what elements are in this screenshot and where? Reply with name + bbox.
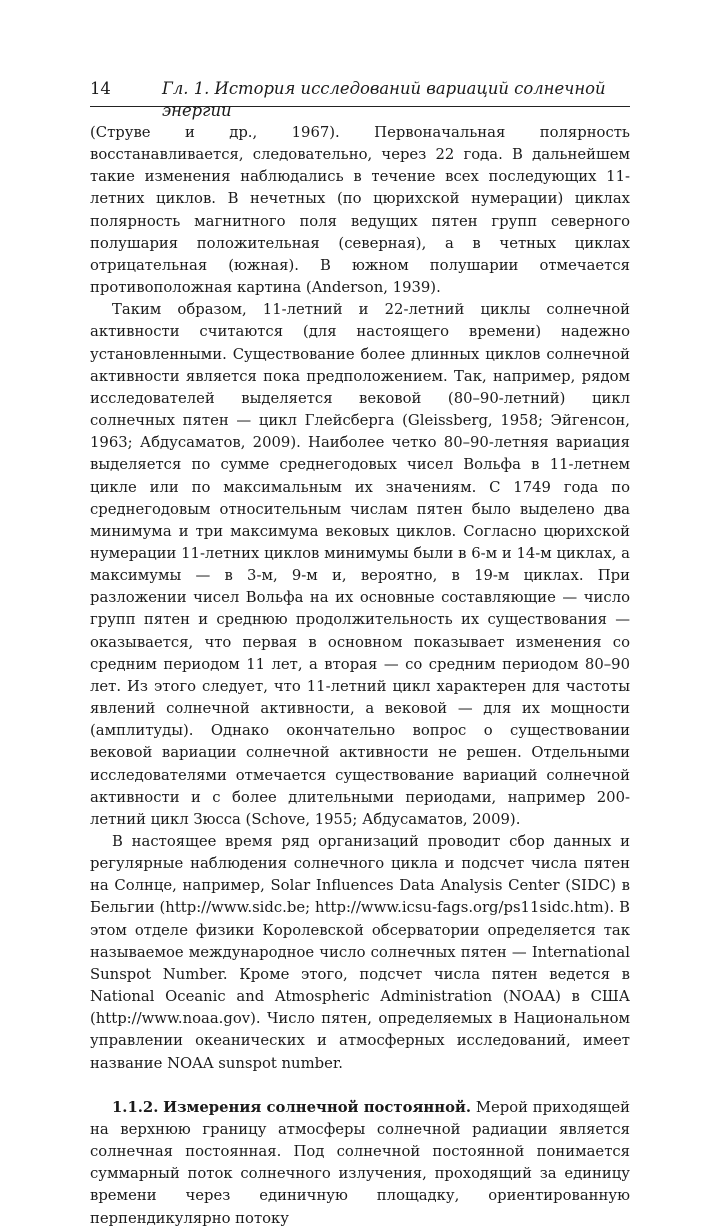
section-number: 1.1.2. (112, 1098, 159, 1116)
paragraph-3: В настоящее время ряд организаций проводит сбор данных и регулярные наблюдения солнечного цикла и подсчет числа пятен на Солнце, например, Solar Influences Data Analysis Center (SIDC) в Бельгии (http://www.sidc.be; http://www.icsu-fags.org/ps11sidc.htm). В этом отделе физики Королевской обсерватории определяется так называемое международное число солнечных пятен — International Sunspot Number. Кроме этого, подсчет числа пятен ведется в National Oceanic and Atmospheric Administration (NOAA) в США (http://www.noaa.gov). Число пятен, определяемых в Национальном управлении океанических и атмосферных исследований, имеет название NOAA sunspot number. (90, 833, 630, 1072)
section-text: Мерой приходящей на верхнюю границу атмосферы солнечной радиации является солнечная постоянная. Под солнечной постоянной понимается суммарный поток солнечного излучения, проходящий за единицу времени через единичную площадку, ориентированную перпендикулярно потоку (90, 1098, 630, 1227)
body-text (90, 122, 630, 1230)
running-title: Гл. 1. История исследований вариаций солнечной энергии (162, 79, 606, 120)
paragraph-2: Таким образом, 11-летний и 22-летний циклы солнечной активности считаются (для настоящего времени) надежно установленными. Существование более длинных циклов солнечной активности является пока предположением. Так, например, рядом исследователей выделяется вековой (80–90-летний) цикл солнечных пятен — цикл Глейсберга (Gleissberg, 1958; Эйгенсон, 1963; Абдусаматов, 2009). Наиболее четко 80–90-летняя вариация выделяется по сумме среднегодовых чисел Вольфа в 11-летнем цикле или по максимальным их значениям. С 1749 года по среднегодовым относительным числам пятен было выделено два минимума и три максимума вековых циклов. Согласно цюрихской нумерации 11-летних циклов минимумы были в 6-м и 14-м циклах, а максимумы — в 3-м, 9-м и, вероятно, в 19-м циклах. При разложении чисел Вольфа на их основные составляющие — число групп пятен и среднюю продолжительность их существования — оказывается, что первая в основном показывает изменения со средним периодом 11 лет, а вторая — со средним периодом 80–90 лет. Из этого следует, что 11-летний цикл характерен для частоты явлений солнечной активности, а вековой — для их мощности (амплитуды). Однако окончательно вопрос о существовании вековой вариации солнечной активности не решен. Отдельными исследователями отмечается существование вариаций солнечной активности и с более длительными периодами, например 200-летний цикл Зюсса (Schove, 1955; Абдусаматов, 2009). (90, 301, 630, 828)
section-title: Измерения солнечной постоянной. (163, 1098, 472, 1116)
page-header (90, 78, 630, 120)
paragraph-1: (Струве и др., 1967). Первоначальная полярность восстанавливается, следовательно, через 22 года. В дальнейшем такие изменения наблюдались в течение всех последующих 11-летних циклов. В нечетных (по цюрихской нумерации) циклах полярность магнитного поля ведущих пятен групп северного полушария положительная (северная), а в четных циклах отрицательная (южная). В южном полушарии отмечается противоположная картина (Anderson, 1939). (90, 124, 630, 297)
section-paragraph (90, 1097, 630, 1230)
page-number: 14 (90, 79, 111, 98)
